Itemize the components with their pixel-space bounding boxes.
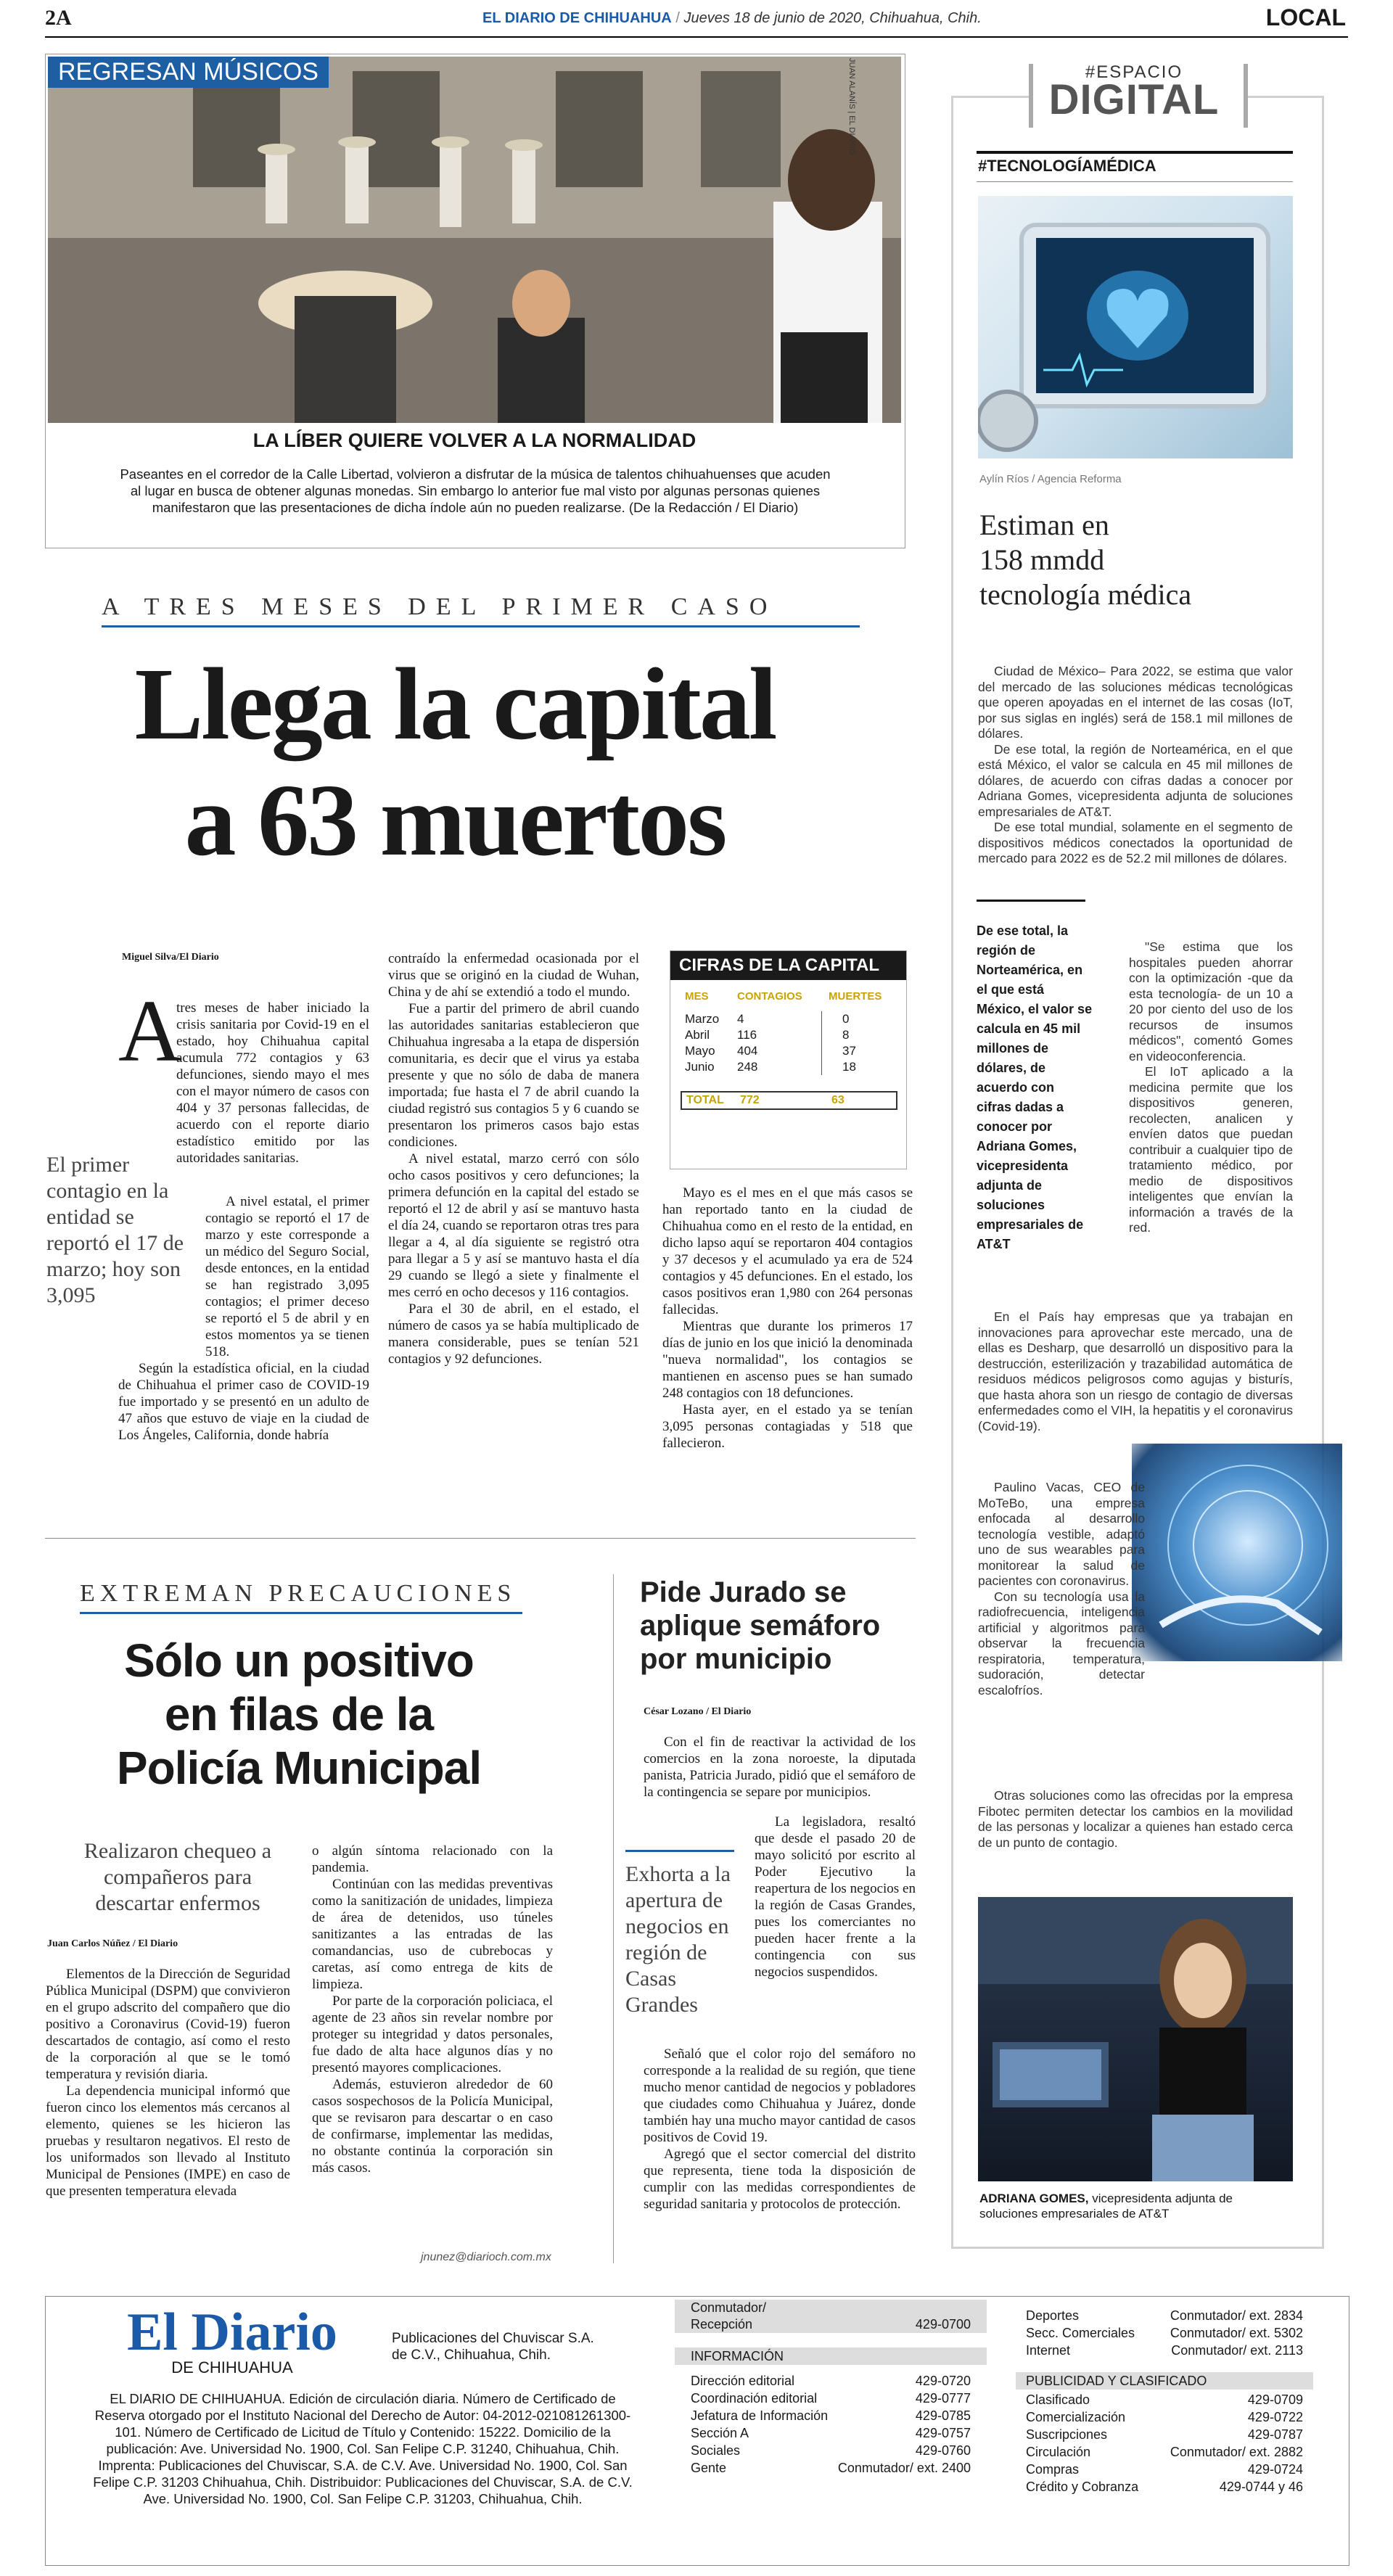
- sidebar-pullquote-rule: [977, 900, 1085, 902]
- footer-row-label: Jefatura de Información: [691, 2408, 829, 2423]
- cifras-headers: [685, 990, 897, 1003]
- sidebar-headline: [979, 508, 1284, 612]
- footer-row-value: 429-0787: [1247, 2427, 1303, 2442]
- sidebar-body-bottom: [978, 1788, 1293, 1851]
- adriana-photo-caption: [979, 2191, 1291, 2221]
- sidebar-headline-line-1: Estiman en: [979, 509, 1109, 541]
- footer-row: [1026, 2324, 1303, 2342]
- story3-headline: [640, 1576, 901, 1676]
- footer-row-label: Recepción: [691, 2317, 753, 2332]
- portrait-illustration: [978, 1897, 1293, 2181]
- footer-row-label: Clasificado: [1026, 2392, 1090, 2407]
- footer-row-label: Secc. Comerciales: [1026, 2326, 1135, 2340]
- footer-row-value: Conmutador/ ext. 5302: [1170, 2326, 1303, 2340]
- footer-row: [691, 2407, 971, 2424]
- footer-row-label: Deportes: [1026, 2308, 1080, 2323]
- footer-row: [691, 2442, 971, 2459]
- story3-byline: César Lozano / El Diario: [644, 1706, 752, 1717]
- medical-tech-photo: [978, 196, 1293, 458]
- footer-row-value: 429-0700: [915, 2317, 971, 2332]
- footer-row: [1026, 2443, 1303, 2461]
- footer-row: [691, 2390, 971, 2407]
- story2-headline-line-1: Sólo un positivo: [124, 1634, 474, 1687]
- footer-row: [1026, 2307, 1303, 2324]
- photo-caption-text: Paseantes en el corredor de la Calle Libertad, volvieron a disfrutar de la música de talentos chihuahuenses que acuden al lugar en busca de obtener algunas monedas. Sin embargo lo anterior fue mal visto por algunas personas quienes manifestaron que las presentaciones de dicha índole aún no pueden realizarse.: [120, 466, 831, 515]
- footer-row-value: 429-0722: [1247, 2410, 1303, 2424]
- main-col-2: [388, 950, 639, 1367]
- story3-headline-line-1: Pide Jurado se: [640, 1576, 847, 1608]
- footer-row-value: Conmutador/ ext. 2113: [1171, 2343, 1303, 2358]
- sidebar-body-wrap: [978, 1480, 1145, 1698]
- footer-directory-2: [1016, 2307, 1313, 2495]
- main-headline: [45, 646, 865, 878]
- cifras-cell: 404: [733, 1043, 822, 1059]
- story2-col1-para-b: La dependencia municipal informó que fueron cinco los elementos más cercanos al elemento, quienes se les hicieron las pruebas y resultaron negativos. El resto de los uniformados son llevado al Instituto Municipal de Pensiones (IMPE) en caso de que presenten temperatura elevada: [46, 2083, 290, 2199]
- main-col-1b: [118, 1193, 369, 1444]
- cifras-cell: 4: [733, 1011, 822, 1027]
- drop-cap: A: [118, 982, 183, 1080]
- story3-col-right: [755, 1814, 916, 1980]
- footer-row-recepcion: [691, 2316, 971, 2333]
- story2-subhead: Realizaron chequeo a compañeros para descartar enfermos: [83, 1839, 272, 1915]
- story2-col2-para-b: Continúan con las medidas preventivas como la sanitización de unidades, limpieza de área de detenidos, uso túneles sanitizantes a las entradas de las comandancias, uso de cubrebocas y caretas, así como entrega de kits de limpieza.: [312, 1877, 553, 1992]
- photo-caption: [116, 466, 834, 516]
- circuit-hand-photo: [1132, 1444, 1342, 1661]
- footer-row-label: Sección A: [691, 2426, 749, 2440]
- main-col2-para-b: Fue a partir del primero de abril cuando las autoridades sanitarias establecieron que Chihuahua ingresaba a la etapa de dispersión comunitaria, es decir que el virus ya estaba presente y que no sólo de daba de manera importada; fue hasta el 7 de abril cuando la ciudad registró sus contagios 5 y 6 cuando se presentaron los primeros casos bajo estas condiciones.: [388, 1001, 639, 1150]
- footer-publisher: Publicaciones del Chuviscar S.A. de C.V., Chihuahua, Chih.: [392, 2331, 594, 2363]
- footer-row-label: Comercialización: [1026, 2410, 1126, 2424]
- footer-row-value: 429-0724: [1247, 2462, 1303, 2477]
- sidebar-rule: [977, 151, 1293, 154]
- musicians-photo: [48, 57, 901, 423]
- cifras-cell: 8: [842, 1028, 850, 1042]
- footer-row: [1026, 2391, 1303, 2408]
- footer-row-label: Dirección editorial: [691, 2374, 795, 2388]
- espacio-label: #ESPACIO: [1085, 62, 1183, 82]
- sidebar-para-7: Paulino Vacas, CEO de MoTeBo, una empresa enfocada al desarrollo tecnología vestible, adaptó uno de sus wearables para monitorear la salud de pacientes con coronavirus.: [978, 1480, 1145, 1588]
- sidebar-para-5: El IoT aplicado a la medicina permite que los dispositivos generen, recolecten, analicen y envíen datos que puedan contribuir a cualquier tipo de tratamiento médico, por medio de dispositivos inteligentes que envían la información a través de la red.: [1129, 1064, 1293, 1235]
- footer-row-value: Conmutador/ ext. 2834: [1170, 2308, 1303, 2323]
- cifras-row: [681, 1011, 860, 1027]
- sidebar-photo-credit: Aylín Ríos / Agencia Reforma: [979, 473, 1122, 485]
- story-divider: [613, 1574, 614, 2263]
- sidebar-tag-rule: [977, 181, 1293, 182]
- story2-col1-para-a: Elementos de la Dirección de Seguridad Pública Municipal (DSPM) que convivieron en el grupo adscrito del compañero que dio positivo a Coronavirus (Covid-19) fueron descartados de contagio, así como el resto de la corporación al que se le tomó temperatura y revisión diaria.: [46, 1967, 290, 2082]
- footer-row-label: Gente: [691, 2461, 727, 2475]
- story3-bottom: [644, 2046, 916, 2213]
- main-byline: Miguel Silva/El Diario: [122, 952, 219, 963]
- story2-col2-para-d: Además, estuvieron alrededor de 60 casos sospechosos de la Policía Municipal, que se revisaron para descartar o en caso de confirmarse, implementar las medidas, no obstante continúa la corporación sin más casos.: [312, 2077, 553, 2176]
- street-scene-illustration: [48, 57, 901, 423]
- footer-row: [1026, 2478, 1303, 2495]
- sidebar-para-2: De ese total, la región de Norteamérica, en el que está México, el valor se calcula en 45 mil millones de dólares, de acuerdo con cifras dadas a conocer por Adriana Gomes, vicepresidenta adjunta de soluciones empresariales de AT&T.: [978, 741, 1293, 819]
- main-col1-para-a: tres meses de haber iniciado la crisis sanitaria por Covid-19 en el estado, hoy Chihuahua capital acumula 772 contagios y 63 defunciones, siendo mayo el mes con el mayor número de casos con 404 y 37 personas fallecidas, de acuerdo con el reporte diario estadístico emitido por las autoridades sanitarias.: [176, 1000, 369, 1166]
- main-headline-line-2: a 63 muertos: [184, 762, 726, 877]
- footer-row-label: Coordinación editorial: [691, 2391, 818, 2406]
- footer-row-label: Compras: [1026, 2462, 1080, 2477]
- cifras-header-contagios: CONTAGIOS: [737, 990, 802, 1003]
- sidebar-headline-line-3: tecnología médica: [979, 578, 1192, 611]
- cifras-cell: 37: [842, 1044, 856, 1058]
- cifras-cell: 18: [842, 1060, 856, 1074]
- masthead-strip: EL DIARIO DE CHIHUAHUA / Jueves 18 de junio de 2020, Chihuahua, Chih.: [482, 10, 982, 26]
- main-col3-para-c: Hasta ayer, en el estado ya se tenían 3,095 personas contagiadas y 518 que fallecieron.: [662, 1402, 913, 1451]
- story2-col2-para-a: o algún síntoma relacionado con la pandemia.: [312, 1843, 553, 1875]
- footer-row: [691, 2372, 971, 2390]
- main-pullquote: El primer contagio en la entidad se reportó el 17 de marzo; hoy son 3,095: [46, 1153, 184, 1307]
- main-col2-para-c: A nivel estatal, marzo cerró con sólo ocho casos positivos y cero defunciones; la primera defunción en la capital del estado se reportó el 12 de abril y así se mantuvo hasta el día 24, cuando se reportaron otras tres para llegar a 4, al día siguiente se registró otra para llegar a 5 y así se mantuvo hasta el día 29 cuando se llegó a siete y finalmente el mes cerró en ocho decesos y 116 contagios.: [388, 1151, 639, 1300]
- story2-kicker: EXTREMAN PRECAUCIONES: [80, 1580, 517, 1607]
- header-rule: [45, 36, 1348, 38]
- main-col-3: [662, 1185, 913, 1452]
- main-col1-para-c: Según la estadística oficial, en la ciudad de Chihuahua el primer caso de COVID-19 fue importado y se presentó en un adulto de 47 años que estuvo de viaje en la ciudad de Los Ángeles, California, donde habría: [118, 1361, 369, 1443]
- footer-row-value: 429-0777: [915, 2391, 971, 2406]
- footer-row-value: 429-0709: [1247, 2392, 1303, 2407]
- footer-logo-main: El Diario: [127, 2303, 337, 2362]
- cifras-header-muertes: MUERTES: [829, 990, 882, 1003]
- cifras-cell: Marzo: [685, 1012, 720, 1026]
- cifras-total-muertes: 63: [831, 1094, 845, 1106]
- footer-row-label: Sociales: [691, 2443, 741, 2458]
- story2-headline-line-3: Policía Municipal: [116, 1742, 482, 1794]
- main-col3-para-a: Mayo es el mes en el que más casos se han reportado tanto en la ciudad de Chihuahua como en el resto de la entidad, en dicho lapso aquí se reportaron 404 contagios y 37 decesos y el acumulado ya era de 524 contagios y 45 defunciones. En el estado, los casos positivos eran 1,980 con 264 personas fallecidas.: [662, 1185, 913, 1317]
- footer-row: [691, 2424, 971, 2442]
- footer-row-value: Conmutador/ ext. 2400: [837, 2461, 971, 2475]
- cifras-title: CIFRAS DE LA CAPITAL: [670, 951, 906, 980]
- cifras-total-contagios: 772: [740, 1094, 760, 1106]
- cifras-total-label: TOTAL: [686, 1094, 724, 1106]
- footer-info-title: INFORMACIÓN: [675, 2347, 987, 2365]
- main-col1-para-b: A nivel estatal, el primer contagio se reportó el 17 de marzo y este corresponde a un médico del Seguro Social, desde entonces, en la entidad se han registrado 3,095 contagios; el primer deceso se reportó el 5 de abril y en estos momentos ya se tienen 518.: [205, 1194, 369, 1359]
- footer-row: [1026, 2426, 1303, 2443]
- cifras-cell: 116: [733, 1027, 822, 1043]
- footer-directory-1: [675, 2300, 987, 2477]
- paper-name: EL DIARIO DE CHIHUAHUA: [482, 10, 672, 26]
- footer-row-value: 429-0760: [915, 2443, 971, 2458]
- sidebar-para-9: Otras soluciones como las ofrecidas por la empresa Fibotec permiten detectar los cambios en la movilidad de las personas y localizar a quienes han estado cerca de un punto de contagio.: [978, 1788, 1293, 1850]
- main-kicker: A TRES MESES DEL PRIMER CASO: [102, 593, 778, 620]
- cifras-cell: 248: [733, 1059, 822, 1075]
- footer-row-value: 429-0757: [915, 2426, 971, 2440]
- adriana-gomes-photo: [978, 1897, 1293, 2181]
- story3-para-4: Agregó que el sector comercial del distrito que representa, tiene toda la disposición de cumplir con las medidas correspondientes de seguridad sanitaria y protocolos de protección.: [644, 2147, 916, 2212]
- main-col-1: [118, 1000, 369, 1166]
- photo-caption-signature: (De la Redacción / El Diario): [628, 500, 799, 515]
- page-date: Jueves 18 de junio de 2020, Chihuahua, Chih.: [683, 10, 982, 26]
- footer-legal: EL DIARIO DE CHIHUAHUA. Edición de circulación diaria. Número de Certificado de Reserva otorgado por el Instituto Nacional del Derecho de Autor: 04-2012-021081261300-101. Número de Certificado de Licitud de Título y Contenido: 15222. Domicilio de la publicación: Ave. Universidad No. 1900, Col. San Felipe C.P. 31240, Chihuahua, Chih. Imprenta: Publicaciones del Chuviscar, S.A. de C.V. Ave. Universidad No. 1900, Col. San Felipe C.P. 31203 Chihuahua, Chih. Distribuidor: Publicaciones del Chuviscar, S.A. de C.V. Ave. Universidad No. 1900, Col. San Felipe C.P. 31203, Chihuahua, Chih.: [93, 2391, 633, 2506]
- footer-logo: [109, 2303, 356, 2377]
- digital-label: DIGITAL: [1048, 76, 1220, 123]
- cifras-header-mes: MES: [685, 990, 709, 1003]
- footer-row: [691, 2459, 971, 2477]
- main-col3-para-b: Mientras que durante los primeros 17 días de junio en los que inició la denominada "nueva normalidad", los contagios se mantienen en ascenso pues se han sumado 248 contagios con 18 defunciones.: [662, 1319, 913, 1401]
- story3-quote-bar: [625, 1850, 734, 1852]
- story2-kicker-underline: [80, 1612, 522, 1614]
- sidebar-body-mid: [978, 1309, 1293, 1434]
- cifras-row: [681, 1043, 860, 1059]
- footer-conmutador-label: Conmutador/: [691, 2300, 767, 2315]
- sidebar-pullquote: De ese total, la región de Norteamérica, en el que está México, el valor se calcula en 45 mil millones de dólares, de acuerdo con cifras dadas a conocer por Adriana Gomes, vicepresidenta adjunta de soluciones empresariales de AT&T: [977, 923, 1093, 1251]
- story3-headline-line-2: aplique semáforo: [640, 1610, 881, 1642]
- footer-row: [1026, 2408, 1303, 2426]
- mid-rule: [45, 1538, 916, 1539]
- cifras-cell: 0: [842, 1012, 850, 1026]
- footer-row: [1026, 2342, 1303, 2359]
- story3-para-1: Con el fin de reactivar la actividad de los comercios en la zona noroeste, la diputada panista, Patricia Jurado, pidió que el semáforo de la contingencia se separe por municipios.: [644, 1735, 916, 1800]
- sidebar-tag: #TECNOLOGÍAMÉDICA: [978, 157, 1156, 175]
- cifras-cell: Junio: [685, 1060, 715, 1074]
- story3-quote: Exhorta a la apertura de negocios en región de Casas Grandes: [625, 1862, 731, 2017]
- sidebar-body-top: [978, 664, 1293, 867]
- story2-col2-para-c: Por parte de la corporación policiaca, el agente de 23 años sin revelar nombre por proteger su integridad y datos personales, fue dado de alta hace algunos días y no presentó mayores complicaciones.: [312, 1993, 553, 2075]
- photo-title: LA LÍBER QUIERE VOLVER A LA NORMALIDAD: [252, 429, 696, 451]
- cifras-table: [681, 1011, 860, 1075]
- footer-row-value: Conmutador/ ext. 2882: [1170, 2445, 1303, 2459]
- sidebar-headline-line-2: 158 mmdd: [979, 543, 1105, 576]
- cifras-box: [670, 950, 907, 1169]
- story3-para-2: La legisladora, resaltó que desde el pasado 20 de mayo solicitó por escrito al Poder Ejecutivo la reapertura de los negocios en la región de Casas Grandes, pues los comerciantes no pueden hacer frente a la contingencia con sus negocios suspendidos.: [755, 1814, 916, 1980]
- footer-row: [1026, 2461, 1303, 2478]
- sidebar-para-6: En el País hay empresas que ya trabajan en innovaciones para aprovechar este mercado, una de ellas es Desharp, que desarrolló un dispositivo para la destrucción, esterilización y trazabilidad automática de residuos médicos peligrosos como agujas y bisturís, que hasta ahora son un riesgo de contagio de diversas enfermedades como el VIH, la hepatitis y el coronavirus (Covid-19).: [978, 1309, 1293, 1433]
- main-col2-para-d: Para el 30 de abril, en el estado, el número de casos ya se había multiplicado de manera considerable, pues se tenían 521 contagios y 92 defunciones.: [388, 1301, 639, 1367]
- cifras-cell: Abril: [685, 1028, 710, 1042]
- footer-row-label: Circulación: [1026, 2445, 1091, 2459]
- sidebar-para-1: Ciudad de México– Para 2022, se estima que valor del mercado de las soluciones médicas tecnológicas que operen apoyadas en el internet de las cosas (IoT, por sus siglas en inglés) será de 158.1 mil millones de dólares.: [978, 664, 1293, 741]
- footer-pub-list: [1016, 2390, 1313, 2495]
- footer-pub-title: PUBLICIDAD Y CLASIFICADO: [1016, 2372, 1313, 2390]
- main-col2-para-a: contraído la enfermedad ocasionada por el virus que se originó en la ciudad de Wuhan, China y de ahí se extendió a todo el mundo.: [388, 951, 639, 1000]
- cifras-row: [681, 1027, 860, 1043]
- sidebar-para-4: "Se estima que los hospitales pueden ahorrar con la optimización -que da esta tecnología- de un 10 a 20 por ciento del uso de los recursos de insumos médicos", comentó Gomes en videoconferencia.: [1129, 939, 1293, 1063]
- adriana-caption-name: ADRIANA GOMES,: [979, 2192, 1089, 2205]
- footer-row-label: Internet: [1026, 2343, 1071, 2358]
- photo-credit: JUAN ALANÍS | EL DIARIO: [847, 58, 856, 155]
- story2-headline-line-2: en filas de la: [164, 1688, 434, 1740]
- adriana-caption-rest: vicepresidenta adjunta de soluciones empresariales de AT&T: [979, 2192, 1233, 2221]
- sidebar-para-3: De ese total mundial, solamente en el segmento de dispositivos médicos conectados la oportunidad de mercado para 2022 es de 52.2 mil millones de dólares.: [978, 820, 1293, 865]
- story3-para-3: Señaló que el color rojo del semáforo no corresponde a la realidad de su región, que tiene mucho menor cantidad de negocios y pobladores que ciudades como Chihuahua y Juárez, donde también hay una mucho mayor cantidad de casos positivos de Covid 19.: [644, 2046, 916, 2145]
- section-label: LOCAL: [1265, 4, 1346, 30]
- footer-right-top-list: [1016, 2307, 1313, 2359]
- footer-row-label: Suscripciones: [1026, 2427, 1108, 2442]
- page-number: 2A: [45, 6, 72, 30]
- footer-row-value: 429-0744 y 46: [1219, 2480, 1303, 2494]
- main-headline-line-1: Llega la capital: [134, 646, 776, 761]
- main-kicker-underline: [102, 625, 860, 627]
- cifras-cell: Mayo: [685, 1044, 715, 1058]
- story3-headline-line-3: por municipio: [640, 1643, 832, 1675]
- digital-globe-illustration: [1132, 1444, 1342, 1661]
- story2-col-2: [312, 1843, 553, 2176]
- sidebar-para-8: Con su tecnología usa la radiofrecuencia, inteligencia artificial y algoritmos para observar la frecuencia respiratoria, temperatura, sudoración, detectar escalofríos.: [978, 1589, 1145, 1698]
- footer-logo-sub: DE CHIHUAHUA: [171, 2358, 293, 2377]
- photo-label: REGRESAN MÚSICOS: [48, 57, 329, 88]
- story2-email: jnunez@diarioch.com.mx: [421, 2251, 551, 2263]
- story2-col-1: [46, 1966, 290, 2200]
- cifras-total-row: [681, 1091, 897, 1110]
- footer-row-value: 429-0785: [915, 2408, 971, 2423]
- tablet-heart-illustration: [978, 196, 1293, 458]
- story3-top: [644, 1734, 916, 1801]
- story2-headline: [45, 1634, 553, 1795]
- sidebar-body-right: [1129, 939, 1293, 1236]
- footer-info-list: [675, 2365, 987, 2477]
- footer-row-value: 429-0720: [915, 2374, 971, 2388]
- cifras-row: [681, 1059, 860, 1075]
- story2-byline: Juan Carlos Núñez / El Diario: [47, 1938, 178, 1949]
- footer-row-label: Crédito y Cobranza: [1026, 2480, 1139, 2494]
